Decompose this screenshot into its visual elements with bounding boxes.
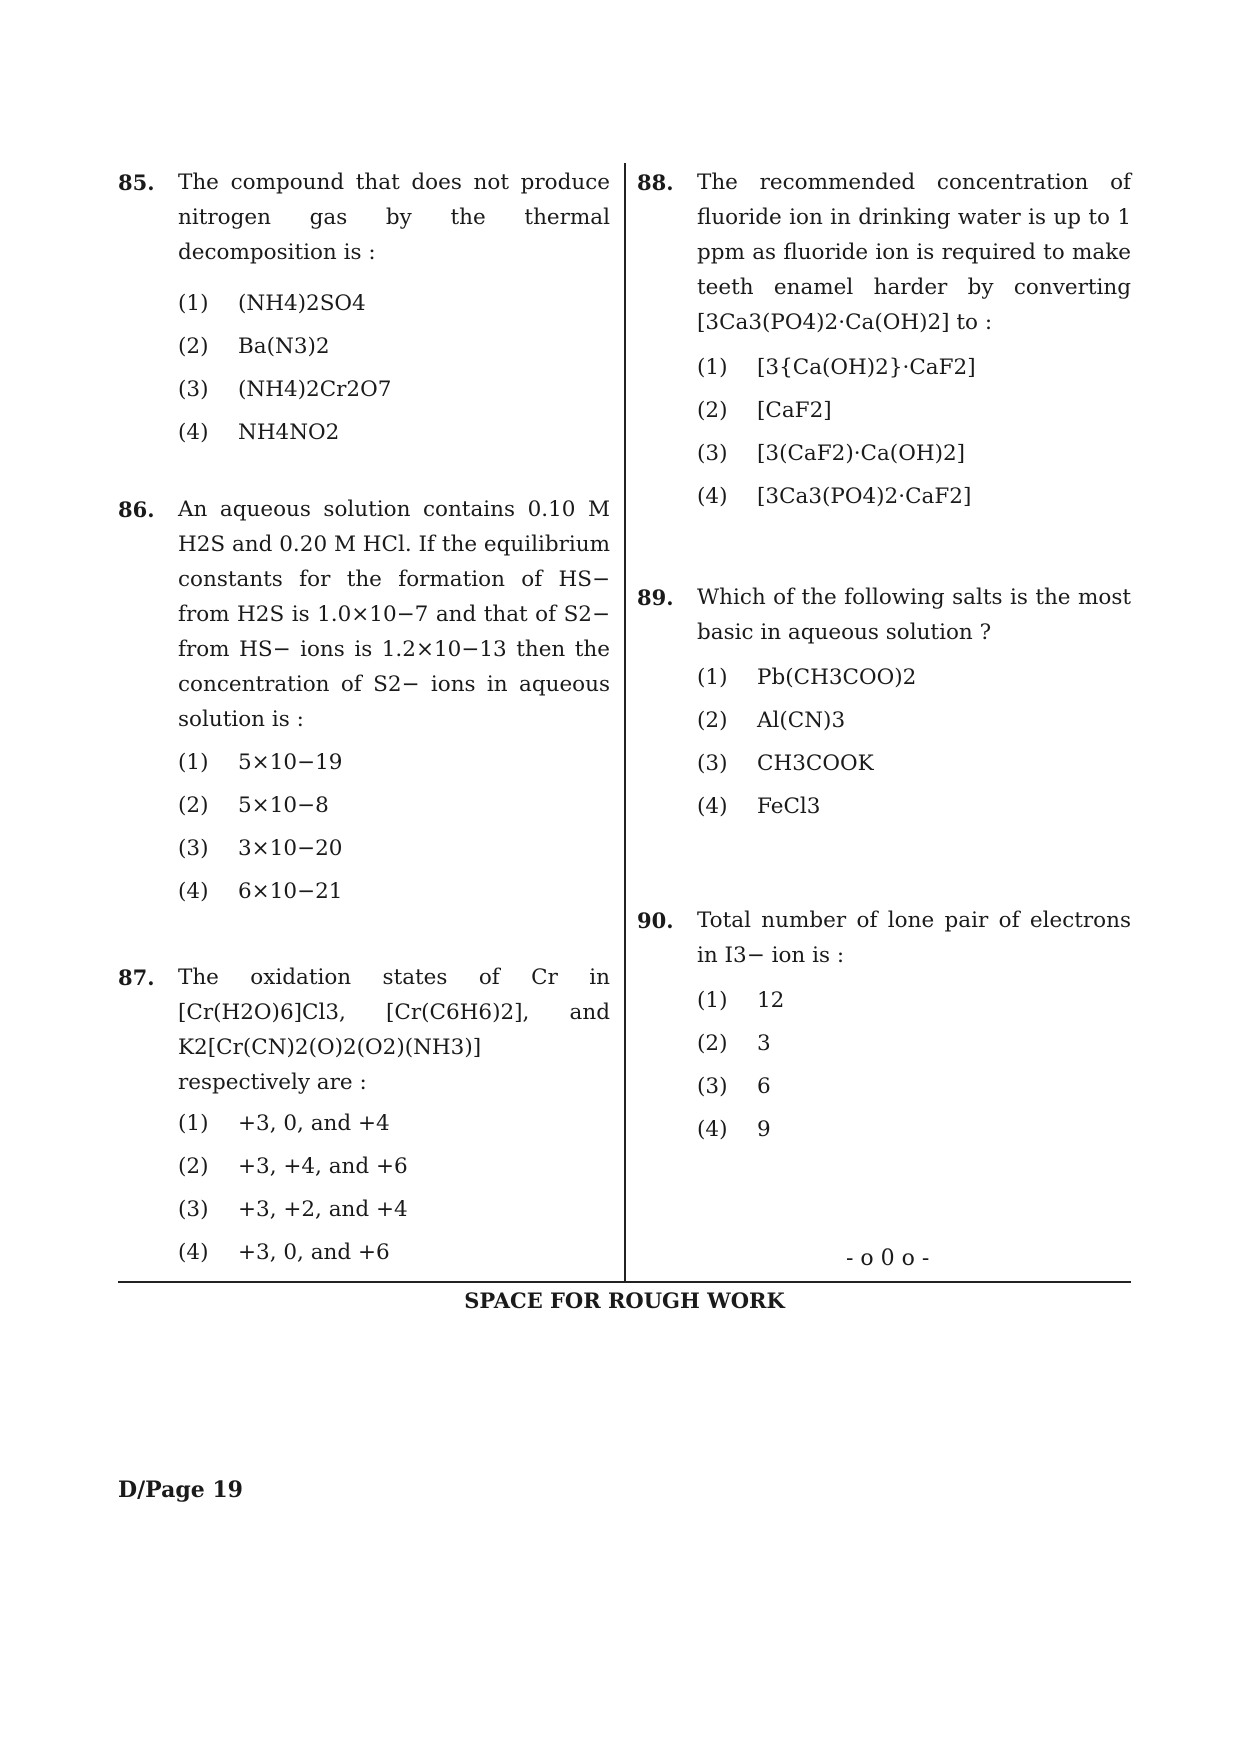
option-text: 5×10−8 [238, 793, 329, 818]
option-text: 3×10−20 [238, 836, 343, 861]
question-text: The recommended concentration of fluoride ion in drinking water is up to 1 ppm as fluoride ion is required to make teeth enamel harder by converting [3Ca3(PO4)2·Ca(OH)2] to : [697, 170, 1131, 335]
option-text: +3, +4, and +6 [238, 1154, 408, 1179]
option-text: 9 [757, 1117, 771, 1142]
option-text: [CaF2] [757, 398, 832, 423]
option-label: (3) [697, 751, 728, 776]
option-text: 12 [757, 988, 785, 1013]
option [697, 389, 1131, 432]
rough-work-divider [118, 1281, 1131, 1283]
question-number: 89. [637, 585, 674, 610]
option-label: (2) [178, 793, 209, 818]
question-text: The oxidation states of Cr in [Cr(H2O)6]Cl3, [Cr(C6H6)2], and K2[Cr(CN)2(O)2(O2)(NH3)] respectively are : [178, 965, 610, 1095]
question-number: 88. [637, 170, 674, 195]
option-text: Ba(N3)2 [238, 334, 330, 359]
rough-work-heading: SPACE FOR ROUGH WORK [464, 1288, 785, 1313]
option-text: (NH4)2Cr2O7 [238, 377, 392, 402]
option-label: (2) [178, 334, 209, 359]
option-label: (3) [178, 836, 209, 861]
option [697, 346, 1131, 389]
question-86 [118, 492, 610, 913]
option-text: +3, +2, and +4 [238, 1197, 408, 1222]
option-text: FeCl3 [757, 794, 821, 819]
page-footer: D/Page 19 [118, 1477, 243, 1503]
option [178, 411, 610, 454]
option-text: [3Ca3(PO4)2·CaF2] [757, 484, 972, 509]
option [178, 368, 610, 411]
option-label: (1) [697, 988, 728, 1013]
option-label: (2) [697, 398, 728, 423]
question-87 [118, 960, 610, 1274]
option-text: [3{Ca(OH)2}·CaF2] [757, 355, 976, 380]
question-number: 85. [118, 170, 155, 195]
option [697, 1108, 1131, 1151]
option-text: Pb(CH3COO)2 [757, 665, 917, 690]
option-label: (4) [697, 794, 728, 819]
option [697, 656, 1131, 699]
option-label: (3) [697, 1074, 728, 1099]
question-text: An aqueous solution contains 0.10 M H2S and 0.20 M HCl. If the equilibrium constants for the formation of HS− from H2S is 1.0×10−7 and that of S2− from HS− ions is 1.2×10−13 then the concentration of S2− ions in aqueous solution is : [178, 497, 610, 732]
option-label: (3) [178, 377, 209, 402]
question-88 [637, 165, 1131, 518]
option-label: (3) [697, 441, 728, 466]
option-label: (1) [697, 355, 728, 380]
option-label: (3) [178, 1197, 209, 1222]
question-90 [637, 903, 1131, 1151]
option-label: (4) [697, 1117, 728, 1142]
end-of-section-mark: - o 0 o - [846, 1246, 930, 1271]
option-text: CH3COOK [757, 751, 874, 776]
option-text: 3 [757, 1031, 771, 1056]
option-text: +3, 0, and +4 [238, 1111, 390, 1136]
option-label: (1) [178, 750, 209, 775]
option-text: +3, 0, and +6 [238, 1240, 390, 1265]
option [178, 1188, 610, 1231]
option [178, 325, 610, 368]
option-label: (4) [178, 420, 209, 445]
option-label: (1) [697, 665, 728, 690]
option-label: (4) [178, 879, 209, 904]
option-label: (4) [697, 484, 728, 509]
option-text: NH4NO2 [238, 420, 340, 445]
option [697, 1065, 1131, 1108]
column-divider [624, 163, 626, 1281]
question-number: 86. [118, 497, 155, 522]
option-text: Al(CN)3 [757, 708, 846, 733]
option [178, 870, 610, 913]
option-text: 5×10−19 [238, 750, 343, 775]
option [697, 785, 1131, 828]
question-number: 90. [637, 908, 674, 933]
question-number: 87. [118, 965, 155, 990]
option [178, 282, 610, 325]
option [697, 1022, 1131, 1065]
question-89 [637, 580, 1131, 828]
option-text: 6 [757, 1074, 771, 1099]
option [697, 432, 1131, 475]
option [178, 1145, 610, 1188]
question-85 [118, 165, 610, 454]
option-label: (2) [697, 1031, 728, 1056]
option [697, 979, 1131, 1022]
option [178, 784, 610, 827]
option [697, 742, 1131, 785]
question-text: Total number of lone pair of electrons in I3− ion is : [697, 908, 1131, 968]
question-text: The compound that does not produce nitrogen gas by the thermal decomposition is : [178, 170, 610, 265]
option [178, 741, 610, 784]
option [697, 475, 1131, 518]
option-label: (4) [178, 1240, 209, 1265]
option-label: (1) [178, 291, 209, 316]
option [178, 1231, 610, 1274]
option-label: (1) [178, 1111, 209, 1136]
option-label: (2) [697, 708, 728, 733]
option-text: [3(CaF2)·Ca(OH)2] [757, 441, 966, 466]
option-label: (2) [178, 1154, 209, 1179]
option [697, 699, 1131, 742]
option [178, 1102, 610, 1145]
option [178, 827, 610, 870]
option-text: 6×10−21 [238, 879, 343, 904]
option-text: (NH4)2SO4 [238, 291, 366, 316]
question-text: Which of the following salts is the most basic in aqueous solution ? [697, 585, 1131, 645]
